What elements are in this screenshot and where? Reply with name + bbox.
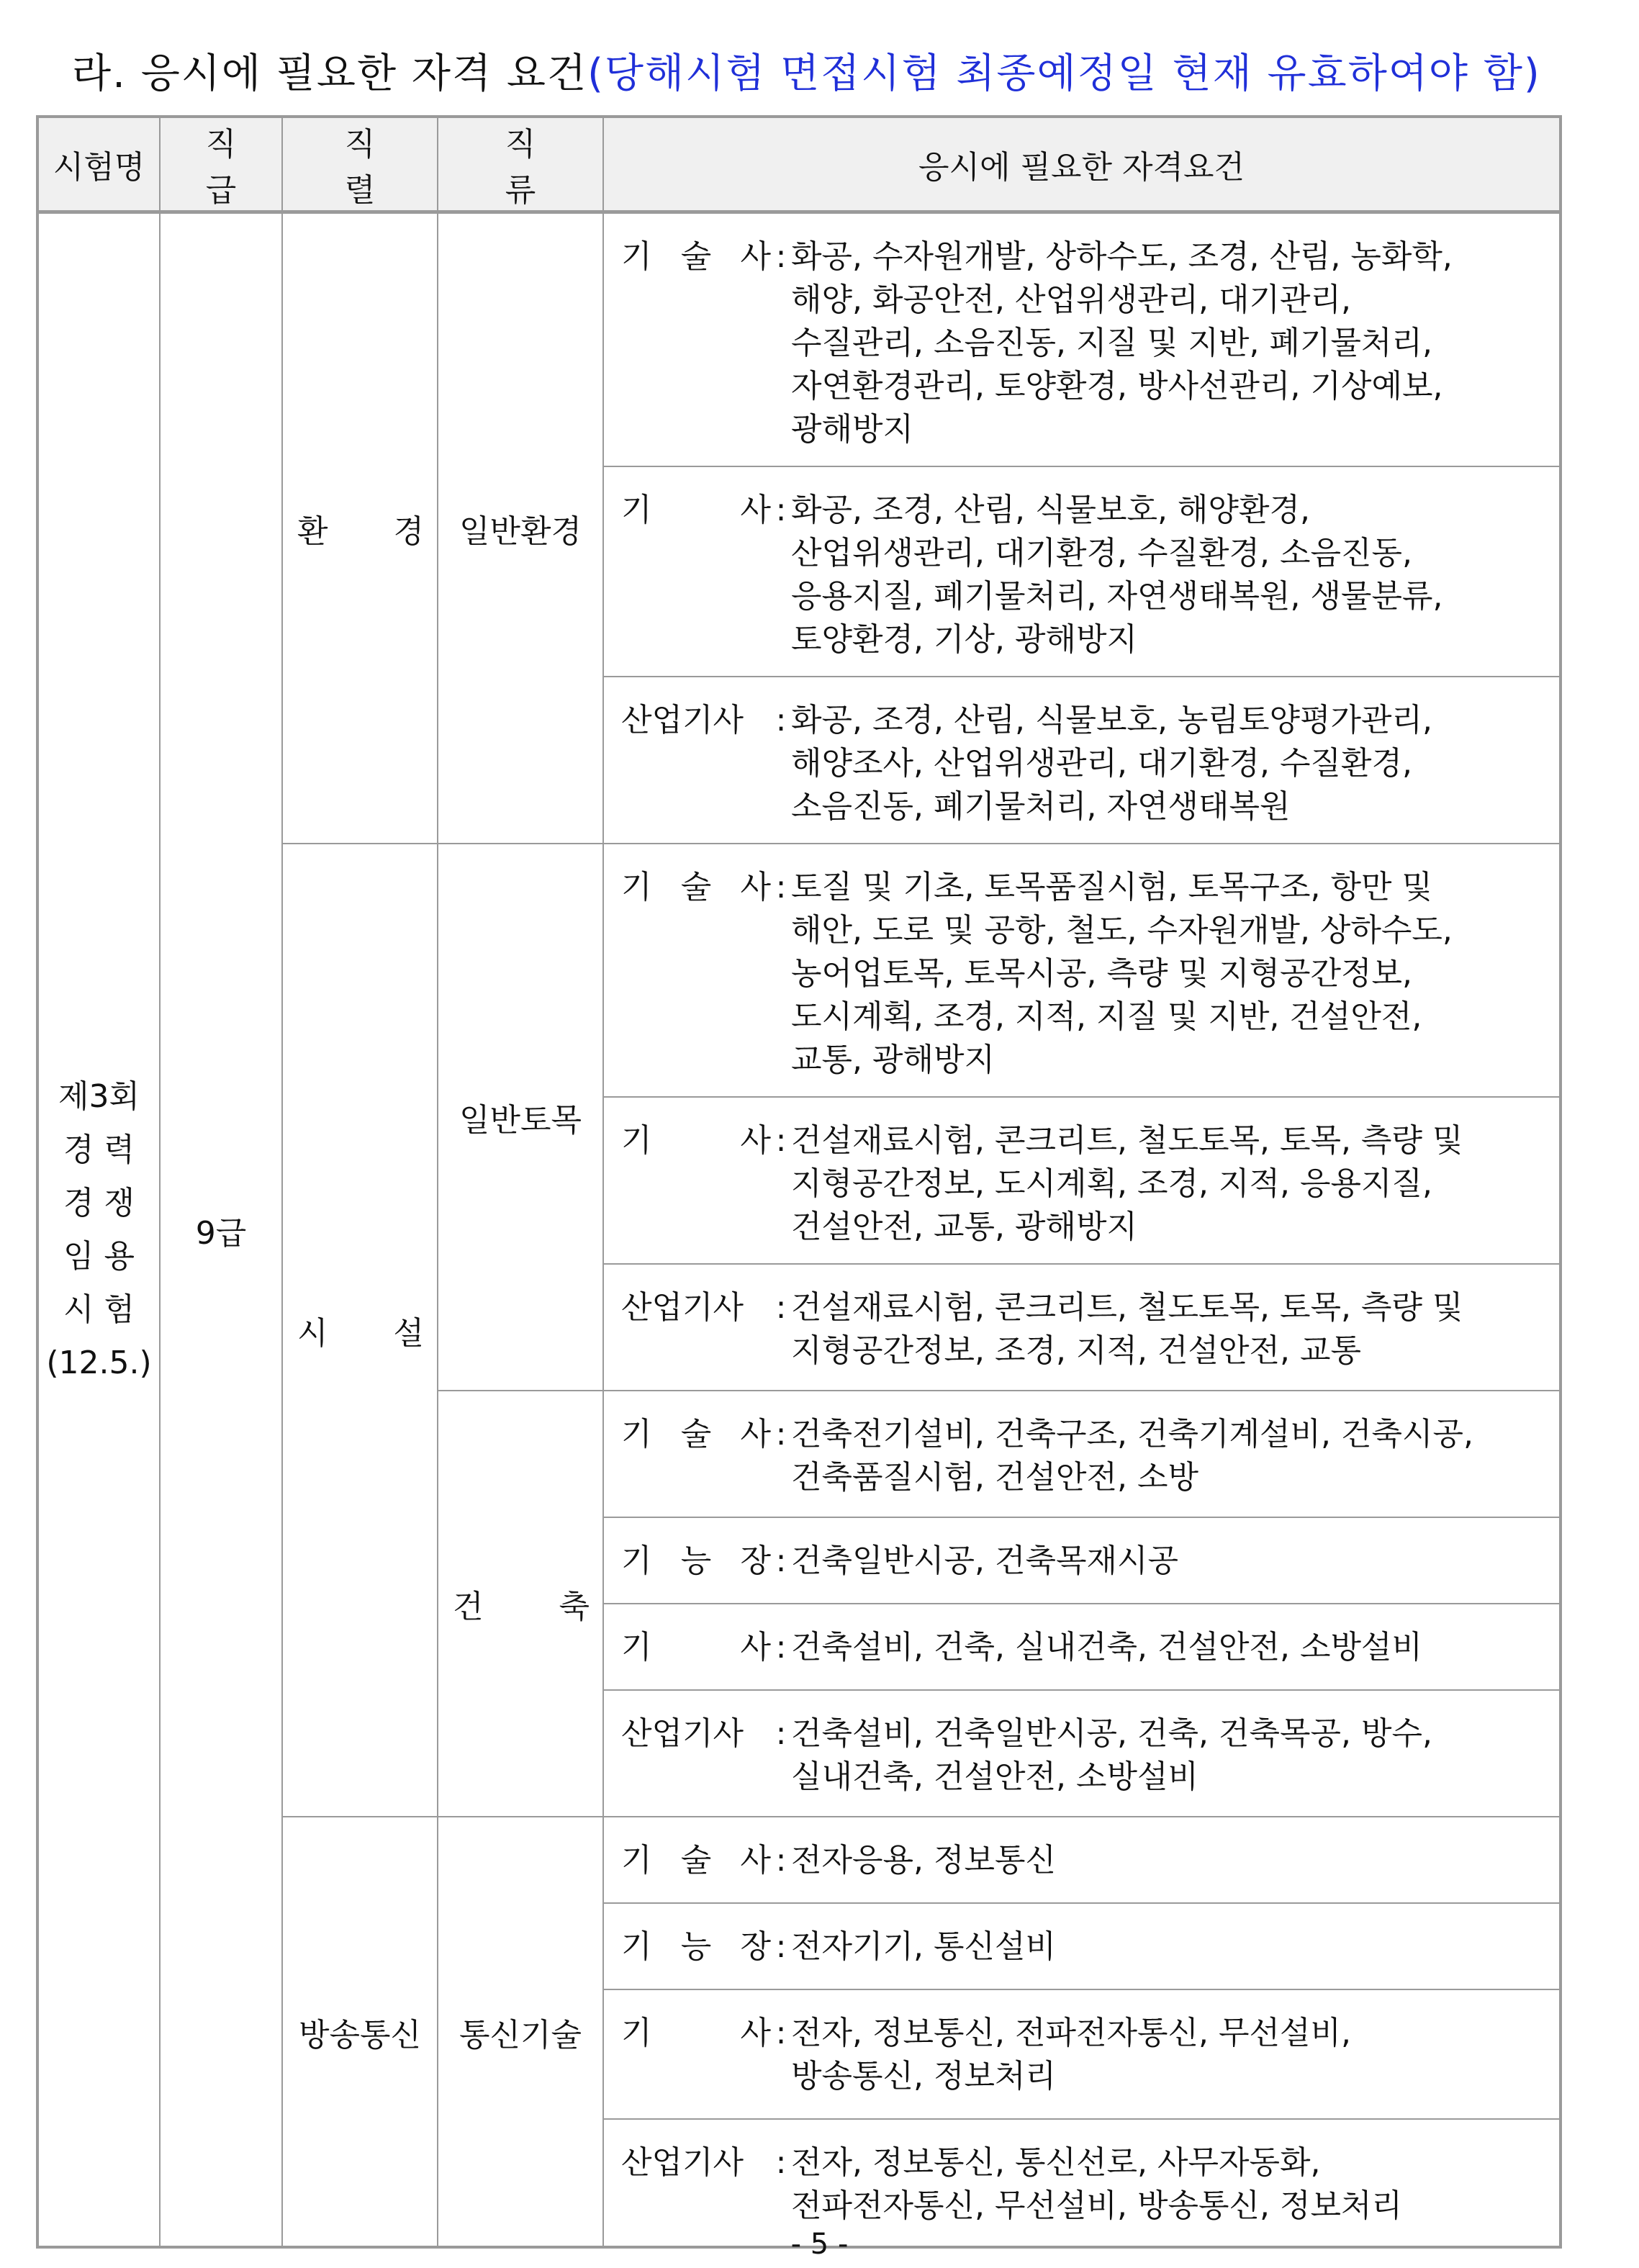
exam-name-line: 임 용 [63,1237,135,1275]
cert-label: 산업기사 [621,2144,744,2181]
exam-name-cell [37,212,160,2248]
requirement-text: 화공, 수자원개발, 상하수도, 조경, 산림, 농화학, 해양, 화공안전, 산업위생관리, 대기관리, 수질관리, 소음진동, 지질 및 지반, 폐기물처리, 자연환경관리, 토양환경, 방사선관리, 기상예보, 광해방지 [791,238,1453,448]
category-env-general: 일반환경 [438,212,603,844]
qualification-table [36,115,1562,2249]
requirement-text: 건축설비, 건축, 실내건축, 건설안전, 소방설비 [791,1629,1422,1666]
category-telecom: 통신기술 [438,1817,603,2247]
requirement-cell: 기 사 : 건축설비, 건축, 실내건축, 건설안전, 소방설비 [603,1604,1561,1690]
exam-name-line: (12.5.) [46,1344,152,1381]
series-broadcast: 방송통신 [282,1817,438,2247]
requirement-text: 화공, 조경, 산림, 식물보호, 농림토양평가관리, 해양조사, 산업위생관리, 대기환경, 수질환경, 소음진동, 폐기물처리, 자연생태복원 [791,702,1432,825]
cert-label: 산업기사 [621,702,744,738]
requirement-text: 건축설비, 건축일반시공, 건축, 건축목공, 방수, 실내건축, 건설안전, 소방설비 [791,1715,1432,1795]
requirement-cell: 산업기사 : 건설재료시험, 콘크리트, 철도토목, 토목, 측량 및 지형공간정보, 조경, 지적, 건설안전, 교통 [603,1264,1561,1391]
cert-label: 기 술 사 [621,1416,771,1452]
cert-label: 기 술 사 [621,869,771,905]
requirement-cell: 기 사 : 화공, 조경, 산림, 식물보호, 해양환경, 산업위생관리, 대기환경, 수질환경, 소음진동, 응용지질, 폐기물처리, 자연생태복원, 생물분류, 토양환경, 기상, 광해방지 [603,466,1561,677]
header-row [37,117,1561,212]
requirement-cell: 산업기사 : 화공, 조경, 산림, 식물보호, 농림토양평가관리, 해양조사, 산업위생관리, 대기환경, 수질환경, 소음진동, 폐기물처리, 자연생태복원 [603,677,1561,844]
table-row [37,212,1561,467]
requirement-cell: 기 사 : 전자, 정보통신, 전파전자통신, 무선설비, 방송통신, 정보처리 [603,1989,1561,2119]
header-exam: 시험명 [37,117,160,212]
header-grade: 직 급 [160,117,282,212]
series-env: 환 경 [282,212,438,844]
requirement-text: 건설재료시험, 콘크리트, 철도토목, 토목, 측량 및 지형공간정보, 도시계획, 조경, 지적, 응용지질, 건설안전, 교통, 광해방지 [791,1122,1463,1245]
exam-name-line: 경 쟁 [63,1184,135,1221]
cert-label: 기 능 장 [621,1542,771,1579]
requirement-text: 화공, 조경, 산림, 식물보호, 해양환경, 산업위생관리, 대기환경, 수질환경, 소음진동, 응용지질, 폐기물처리, 자연생태복원, 생물분류, 토양환경, 기상, 광해방지 [791,492,1443,658]
requirement-cell: 기 술 사 : 토질 및 기초, 토목품질시험, 토목구조, 항만 및 해안, 도로 및 공항, 철도, 수자원개발, 상하수도, 농어업토목, 토목시공, 측량 및 지형공간정보, 도시계획, 조경, 지적, 지질 및 지반, 건설안전, 교통, 광해방지 [603,844,1561,1097]
requirement-cell: 산업기사 : 전자, 정보통신, 통신선로, 사무자동화, 전파전자통신, 무선설비, 방송통신, 정보처리 [603,2119,1561,2247]
section-title: 라. 응시에 필요한 자격 요건(당해시험 면접시험 최종예정일 현재 유효하여야 함) [72,50,1541,97]
requirement-text: 전자, 정보통신, 통신선로, 사무자동화, 전파전자통신, 무선설비, 방송통신, 정보처리 [791,2144,1402,2224]
requirement-cell: 산업기사 : 건축설비, 건축일반시공, 건축, 건축목공, 방수, 실내건축, 건설안전, 소방설비 [603,1690,1561,1817]
category-arch: 건 축 [438,1391,603,1817]
requirement-text: 건축전기설비, 건축구조, 건축기계설비, 건축시공, 건축품질시험, 건설안전, 소방 [791,1416,1473,1496]
header-category: 직 류 [438,117,603,212]
cert-label: 기 술 사 [621,238,771,275]
series-facility: 시 설 [282,844,438,1817]
requirement-text: 건설재료시험, 콘크리트, 철도토목, 토목, 측량 및 지형공간정보, 조경, 지적, 건설안전, 교통 [791,1289,1463,1369]
requirement-cell: 기 사 : 건설재료시험, 콘크리트, 철도토목, 토목, 측량 및 지형공간정보, 도시계획, 조경, 지적, 응용지질, 건설안전, 교통, 광해방지 [603,1097,1561,1264]
requirement-cell: 기 능 장 : 전자기기, 통신설비 [603,1903,1561,1989]
header-requirements: 응시에 필요한 자격요건 [603,117,1561,212]
requirement-text: 전자, 정보통신, 전파전자통신, 무선설비, 방송통신, 정보처리 [791,2015,1351,2095]
cert-label: 기 사 [621,492,771,528]
cert-label: 기 술 사 [621,1842,771,1879]
requirement-text: 전자응용, 정보통신 [791,1842,1057,1879]
exam-name-line: 제3회 [58,1077,140,1115]
requirement-cell: 기 술 사 : 전자응용, 정보통신 [603,1817,1561,1903]
header-series: 직 렬 [282,117,438,212]
grade-cell: 9급 [160,212,282,2248]
cert-label: 산업기사 [621,1715,744,1752]
page-number: - 5 - [790,2228,849,2261]
exam-name-line: 시 험 [63,1291,135,1328]
cert-label: 기 사 [621,2015,771,2051]
category-civil: 일반토목 [438,844,603,1391]
exam-name-line: 경 력 [63,1131,135,1168]
requirement-text: 건축일반시공, 건축목재시공 [791,1542,1179,1579]
cert-label: 산업기사 [621,1289,744,1326]
cert-label: 기 능 장 [621,1928,771,1965]
requirement-cell: 기 술 사 : 화공, 수자원개발, 상하수도, 조경, 산림, 농화학, 해양, 화공안전, 산업위생관리, 대기관리, 수질관리, 소음진동, 지질 및 지반, 폐기물처리, 자연환경관리, 토양환경, 방사선관리, 기상예보, 광해방지 [603,212,1561,467]
requirement-cell: 기 술 사 : 건축전기설비, 건축구조, 건축기계설비, 건축시공, 건축품질시험, 건설안전, 소방 [603,1391,1561,1517]
requirement-cell: 기 능 장 : 건축일반시공, 건축목재시공 [603,1517,1561,1604]
cert-label: 기 사 [621,1629,771,1666]
requirement-text: 토질 및 기초, 토목품질시험, 토목구조, 항만 및 해안, 도로 및 공항, 철도, 수자원개발, 상하수도, 농어업토목, 토목시공, 측량 및 지형공간정보, 도시계획, 조경, 지적, 지질 및 지반, 건설안전, 교통, 광해방지 [791,869,1453,1078]
requirement-text: 전자기기, 통신설비 [791,1928,1057,1965]
cert-label: 기 사 [621,1122,771,1159]
section-title-note: (당해시험 면접시험 최종예정일 현재 유효하여야 함) [587,50,1541,97]
